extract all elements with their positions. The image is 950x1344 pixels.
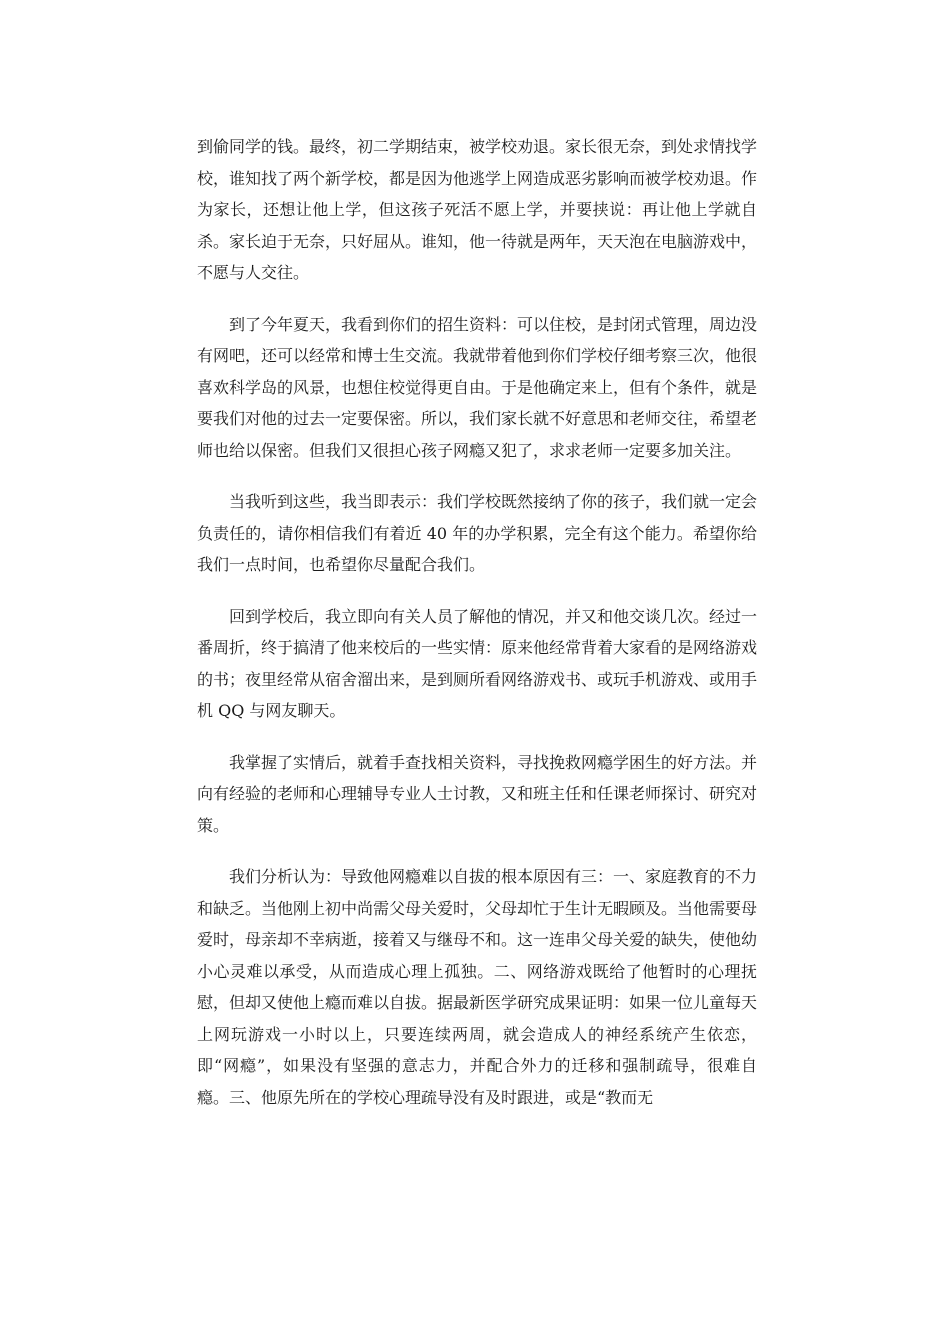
paragraph-1: 到偷同学的钱。最终，初二学期结束，被学校劝退。家长很无奈，到处求情找学校，谁知找了两个新学校，都是因为他逃学上网造成恶劣影响而被学校劝退。作为家长，还想让他上学，但这孩子死活不愿上学，并要挟说：再让他上学就自杀。家长迫于无奈，只好屈从。谁知，他一待就是两年，天天泡在电脑游戏中，不愿与人交往。 [197, 137, 758, 282]
paragraph-4: 回到学校后，我立即向有关人员了解他的情况，并又和他交谈几次。经过一番周折，终于搞清了他来校后的一些实情：原来他经常背着大家看的是网络游戏的书；夜里经常从宿舍溜出来，是到厕所看网络游戏书、或玩手机游戏、或用手机 QQ 与网友聊天。 [197, 606, 758, 720]
paragraph-3: 当我听到这些，我当即表示：我们学校既然接纳了你的孩子，我们就一定会负责任的，请你相信我们有着近 40 年的办学积累，完全有这个能力。希望你给我们一点时间，也希望你尽量配合我们。 [197, 492, 758, 574]
paragraph-6: 我们分析认为：导致他网瘾难以自拔的根本原因有三：一、家庭教育的不力和缺乏。当他刚上初中尚需父母关爱时，父母却忙于生计无暇顾及。当他需要母爱时，母亲却不幸病逝，接着又与继母不和。这一连串父母关爱的缺失，使他幼小心灵难以承受，从而造成心理上孤独。二、网络游戏既给了他暂时的心理抚慰，但却又使他上瘾而难以自拔。据最新医学研究成果证明：如果一位儿童每天上网玩游戏一小时以上，只要连续两周，就会造成人的神经系统产生依恋，即“网瘾”，如果没有坚强的意志力，并配合外力的迁移和强制疏导，很难自瘾。三、他原先所在的学校心理疏导没有及时跟进，或是“教而无 [197, 867, 758, 1107]
paragraph-2: 到了今年夏天，我看到你们的招生资料：可以住校，是封闭式管理，周边没有网吧，还可以经常和博士生交流。我就带着他到你们学校仔细考察三次，他很喜欢科学岛的风景，也想住校觉得更自由。于是他确定来上，但有个条件，就是要我们对他的过去一定要保密。所以，我们家长就不好意思和老师交往，希望老师也给以保密。但我们又很担心孩子网瘾又犯了，求求老师一定要多加关注。 [197, 314, 758, 460]
paragraph-5: 我掌握了实情后，就着手查找相关资料，寻找挽救网瘾学困生的好方法。并向有经验的老师和心理辅导专业人士讨教，又和班主任和任课老师探讨、研究对策。 [197, 752, 758, 835]
document-body [197, 131, 757, 1113]
